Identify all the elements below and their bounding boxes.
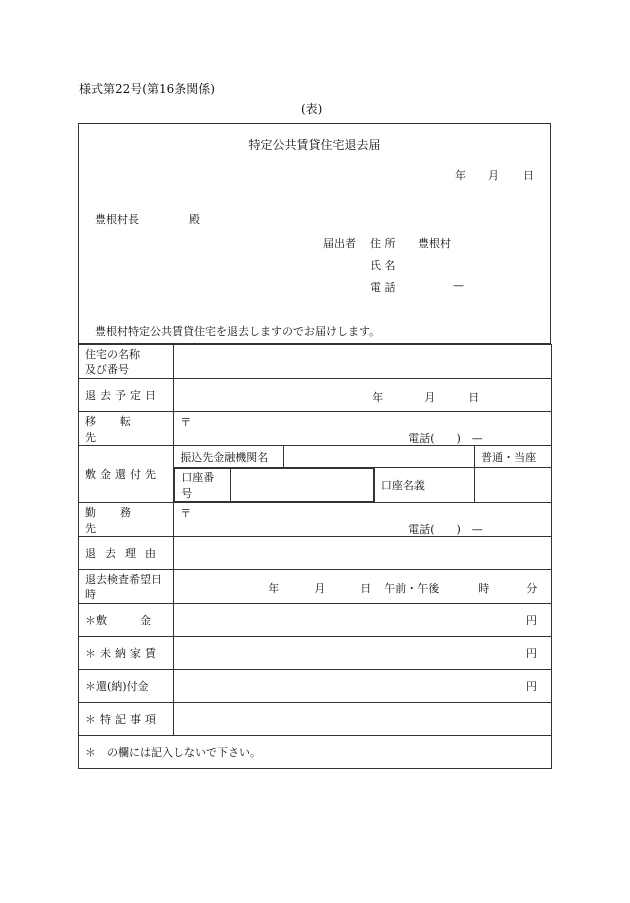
applicant-phone-dash: — — [453, 279, 464, 292]
unpaid-rent-unit: 円 — [174, 637, 552, 670]
addressee-name: 豊根村長 — [95, 213, 139, 226]
inspection-ampm[interactable]: 午前・午後 — [384, 582, 440, 595]
account-type[interactable]: 普通・当座 — [475, 446, 552, 468]
move-date-label: 退去予定日 — [79, 379, 174, 412]
applicant-phone-label: 電 話 — [370, 281, 396, 294]
inspection-minute: 分 — [526, 582, 538, 595]
unpaid-rent-label: ＊未納家賃 — [79, 637, 174, 670]
move-date-day: 日 — [468, 391, 480, 404]
workplace-label: 勤務先 — [79, 503, 174, 537]
special-notes-input[interactable] — [174, 703, 552, 736]
reason-label: 退去理由 — [79, 537, 174, 570]
new-address-phone: 電話( ) — — [408, 432, 483, 445]
move-date-month: 月 — [424, 391, 436, 404]
inspection-day: 日 — [360, 582, 372, 595]
applicant-address-label: 住 所 — [370, 237, 396, 250]
form-title: 特定公共賃貸住宅退去届 — [248, 138, 381, 152]
new-address-input[interactable] — [174, 412, 552, 446]
new-address-label: 移転先 — [79, 412, 174, 446]
inspection-hour: 時 — [478, 582, 490, 595]
form-side-label: (表) — [301, 102, 323, 116]
special-notes-label: ＊特記事項 — [79, 703, 174, 736]
new-address-postal: 〒 — [180, 416, 192, 429]
account-number-label: 口座番号 — [175, 469, 231, 502]
move-date-year: 年 — [372, 391, 384, 404]
row-workplace — [79, 503, 552, 537]
bank-label: 振込先金融機関名 — [174, 446, 284, 468]
applicant-address-value: 豊根村 — [418, 237, 451, 250]
form-number: 様式第22号(第16条関係) — [79, 82, 215, 96]
reason-input[interactable] — [174, 537, 552, 570]
deposit-refund-label: 敷金還付先 — [79, 446, 174, 503]
applicant-label: 届出者 — [323, 237, 356, 250]
row-note — [79, 736, 552, 769]
deposit-unit: 円 — [174, 604, 552, 637]
move-date-input[interactable] — [174, 379, 552, 412]
bank-input[interactable] — [283, 446, 474, 468]
addressee-honorific: 殿 — [189, 213, 200, 226]
inspection-label: 退去検査希望日時 — [79, 570, 174, 604]
row-move-date — [79, 379, 552, 412]
workplace-input[interactable] — [174, 503, 552, 537]
account-name-input[interactable] — [475, 468, 552, 503]
inspection-year: 年 — [268, 582, 280, 595]
row-new-address — [79, 412, 552, 446]
row-special-notes — [79, 703, 552, 736]
table-note: ＊ の欄には記入しないで下さい。 — [79, 736, 552, 769]
refund-payment-unit: 円 — [174, 670, 552, 703]
inspection-input[interactable] — [174, 570, 552, 604]
row-refund-payment — [79, 670, 552, 703]
workplace-postal: 〒 — [180, 507, 192, 520]
row-housing — [79, 345, 552, 379]
account-number-input[interactable] — [231, 469, 374, 502]
row-reason — [79, 537, 552, 570]
inspection-month: 月 — [314, 582, 326, 595]
date-day: 日 — [523, 169, 534, 182]
date-year: 年 — [455, 169, 466, 182]
housing-label-line1: 住宅の名称 — [85, 347, 140, 361]
row-inspection — [79, 570, 552, 604]
refund-payment-label: ＊還(納)付金 — [79, 670, 174, 703]
housing-label-line2: 及び番号 — [85, 362, 129, 376]
row-unpaid-rent — [79, 637, 552, 670]
form-header-box — [78, 123, 551, 344]
housing-input[interactable] — [174, 345, 552, 379]
row-deposit-refund — [79, 446, 552, 468]
workplace-phone: 電話( ) — — [408, 523, 483, 536]
row-deposit — [79, 604, 552, 637]
account-name-label: 口座名義 — [374, 468, 474, 503]
form-table — [78, 344, 552, 769]
housing-label — [79, 345, 174, 379]
applicant-name-label: 氏 名 — [370, 259, 396, 272]
date-month: 月 — [488, 169, 499, 182]
form-statement: 豊根村特定公共賃貸住宅を退去しますのでお届けします。 — [95, 325, 381, 338]
account-number-cell — [174, 468, 375, 503]
deposit-label: ＊敷 金 — [79, 604, 174, 637]
